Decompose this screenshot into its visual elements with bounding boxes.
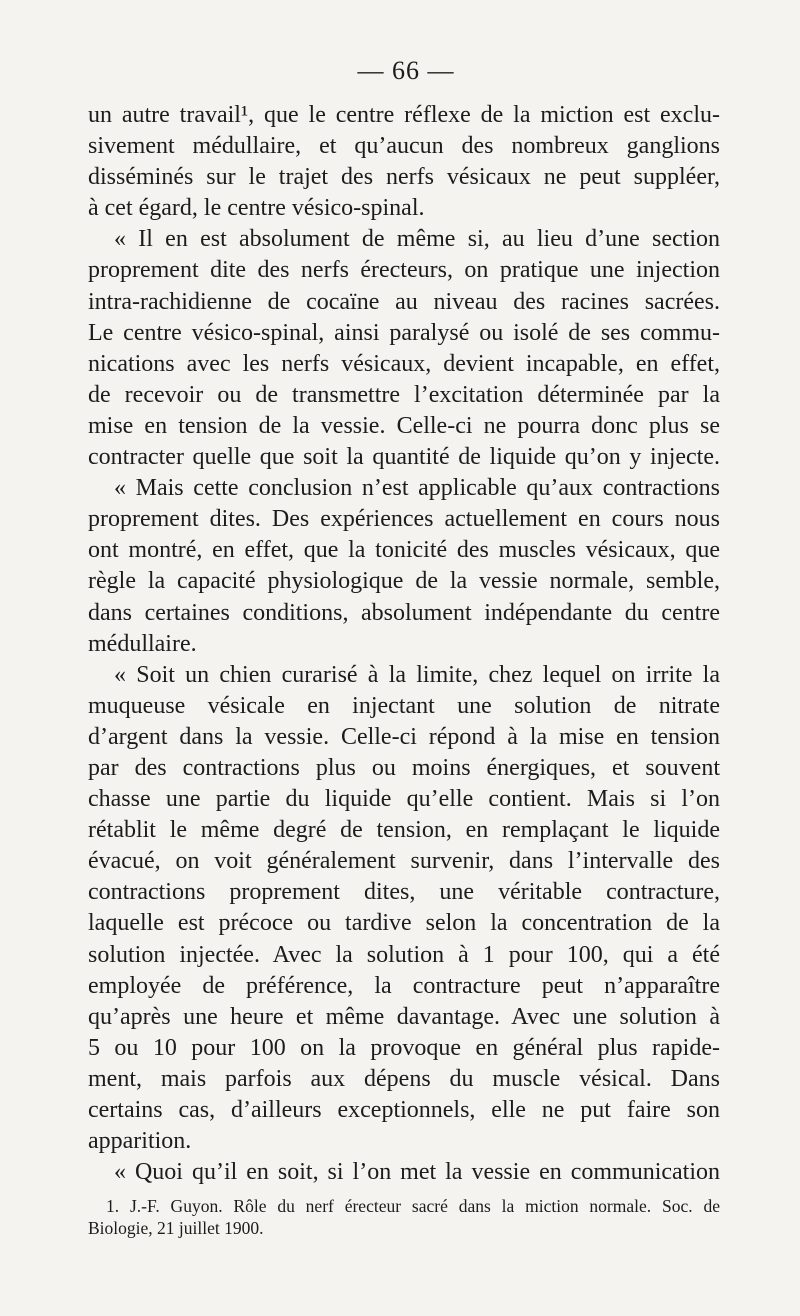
- text-line: apparition.: [88, 1128, 192, 1155]
- text-line: chasse une partie du liquide qu’elle contient. Mais si l’on: [88, 786, 720, 813]
- text-line: solution injectée. Avec la solution à 1 pour 100, qui a été: [88, 941, 720, 968]
- footnote-line: 1. J.-F. Guyon. Rôle du nerf érecteur sacré dans la miction normale. Soc. de: [106, 1196, 720, 1216]
- text-line: de recevoir ou de transmettre l’excitation déterminée par la: [88, 381, 720, 408]
- text-line: « Il en est absolument de même si, au lieu d’une section: [114, 226, 720, 253]
- page-number: — 66 —: [357, 56, 455, 85]
- text-line: « Mais cette conclusion n’est applicable qu’aux contractions: [114, 475, 720, 502]
- text-line: à cet égard, le centre vésico-spinal.: [88, 195, 425, 222]
- text-line: certains cas, d’ailleurs exceptionnels, elle ne put faire son: [88, 1097, 720, 1123]
- text-line: évacué, on voit généralement survenir, dans l’intervalle des: [88, 848, 720, 875]
- text-line: sivement médullaire, et qu’aucun des nombreux ganglions: [88, 133, 720, 160]
- text-line: d’argent dans la vessie. Celle-ci répond à la mise en tension: [88, 723, 720, 750]
- text-line: intra-rachidienne de cocaïne au niveau des racines sacrées.: [88, 288, 720, 315]
- text-line: ont montré, en effet, que la tonicité des muscles vésicaux, que: [88, 537, 720, 564]
- body-text: [88, 100, 720, 1188]
- text-line: disséminés sur le trajet des nerfs vésicaux ne peut suppléer,: [88, 164, 720, 191]
- text-line: proprement dites. Des expériences actuellement en cours nous: [88, 506, 720, 533]
- text-line: contracter quelle que soit la quantité de liquide qu’on y injecte.: [88, 444, 720, 471]
- text-line: 5 ou 10 pour 100 on la provoque en général plus rapide-: [88, 1034, 720, 1061]
- text-line: muqueuse vésicale en injectant une solution de nitrate: [88, 692, 720, 719]
- text-line: mise en tension de la vessie. Celle-ci ne pourra donc plus se: [88, 412, 720, 439]
- text-line: laquelle est précoce ou tardive selon la concentration de la: [88, 910, 720, 937]
- text-line: par des contractions plus ou moins énergiques, et souvent: [88, 754, 720, 781]
- text-line: qu’après une heure et même davantage. Avec une solution à: [88, 1003, 720, 1030]
- text-line: dans certaines conditions, absolument indépendante du centre: [88, 599, 720, 626]
- footnotes: [88, 1195, 720, 1239]
- text-line: contractions proprement dites, une véritable contracture,: [88, 879, 720, 906]
- text-line: médullaire.: [88, 630, 197, 657]
- text-line: employée de préférence, la contracture peut n’apparaître: [88, 972, 720, 999]
- text-line: règle la capacité physiologique de la vessie normale, semble,: [88, 568, 720, 595]
- text-line: proprement dite des nerfs érecteurs, on pratique une injection: [88, 257, 720, 284]
- text-line: un autre travail¹, que le centre réflexe de la miction est exclu-: [88, 102, 720, 128]
- text-line: ment, mais parfois aux dépens du muscle vésical. Dans: [88, 1065, 720, 1092]
- text-line: « Soit un chien curarisé à la limite, chez lequel on irrite la: [114, 661, 720, 688]
- footnote-line: Biologie, 21 juillet 1900.: [88, 1218, 264, 1238]
- text-line: « Quoi qu’il en soit, si l’on met la vessie en communication: [114, 1159, 720, 1186]
- text-line: nications avec les nerfs vésicaux, devient incapable, en effet,: [88, 350, 720, 377]
- text-line: Le centre vésico-spinal, ainsi paralysé ou isolé de ses commu-: [88, 319, 720, 346]
- text-line: rétablit le même degré de tension, en remplaçant le liquide: [88, 817, 720, 844]
